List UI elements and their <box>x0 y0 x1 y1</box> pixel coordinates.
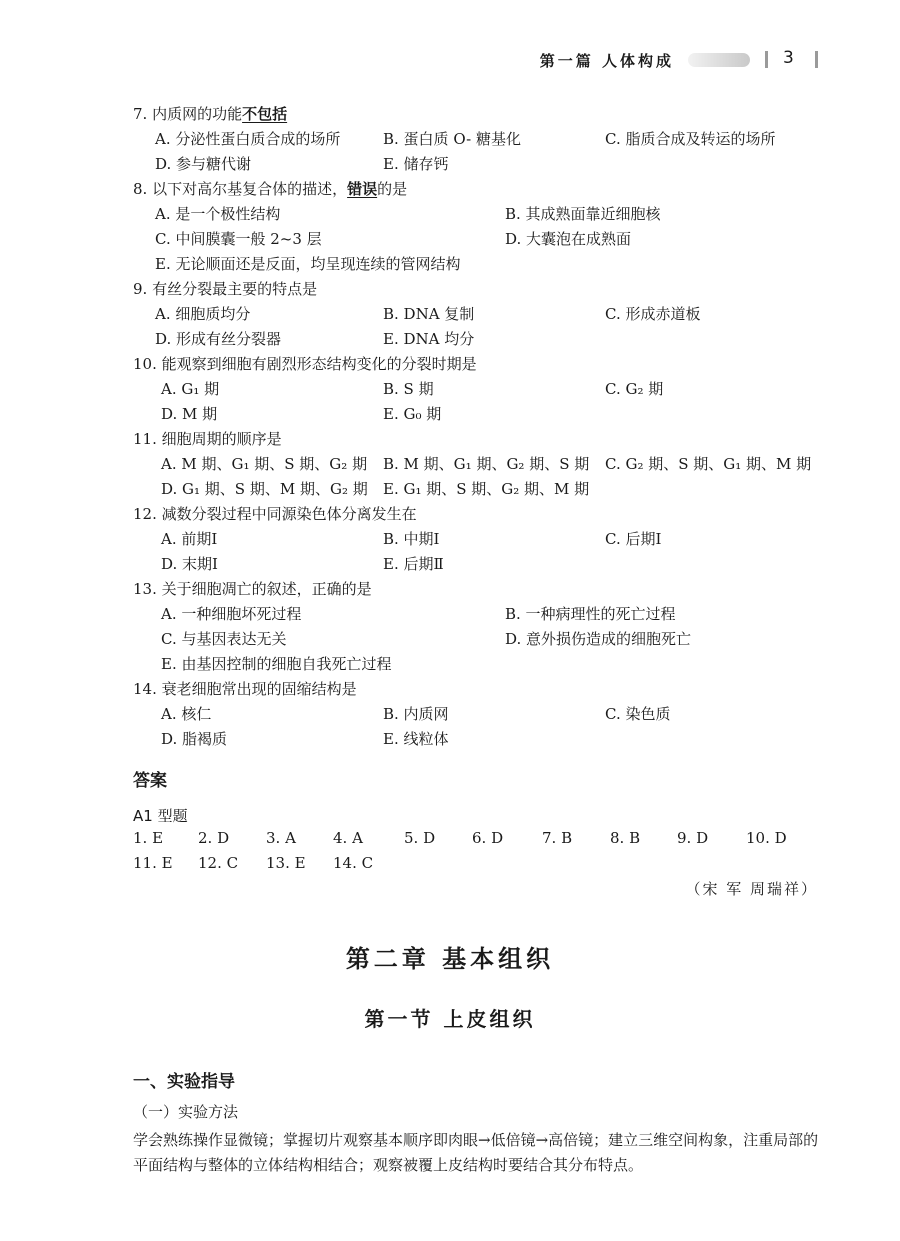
answer-item: 14. C <box>333 854 374 872</box>
answer-item: 12. C <box>198 854 239 872</box>
option: D. 大囊泡在成熟面 <box>505 230 632 248</box>
answers-heading: 答案 <box>133 771 167 791</box>
part-heading: 一、实验指导 <box>133 1072 235 1092</box>
option: E. G₁ 期、S 期、G₂ 期、M 期 <box>383 480 590 498</box>
option: A. G₁ 期 <box>161 380 220 398</box>
option: E. G₀ 期 <box>383 405 442 423</box>
answer-item: 11. E <box>133 854 173 872</box>
option: A. 是一个极性结构 <box>155 205 281 223</box>
option: C. G₂ 期、S 期、G₁ 期、M 期 <box>605 455 812 473</box>
question-stem: 8. 以下对高尔基复合体的描述，错误的是 <box>133 180 408 198</box>
question-stem: 13. 关于细胞凋亡的叙述，正确的是 <box>133 580 372 598</box>
option: D. 形成有丝分裂器 <box>155 330 282 348</box>
option: E. DNA 均分 <box>383 330 475 348</box>
header-separator <box>815 51 818 68</box>
option: C. 形成赤道板 <box>605 305 701 323</box>
option: B. 中期Ⅰ <box>383 530 440 548</box>
option: C. 与基因表达无关 <box>161 630 287 648</box>
option: B. 蛋白质 O- 糖基化 <box>383 130 522 148</box>
option: B. 一种病理性的死亡过程 <box>505 605 676 623</box>
option: E. 储存钙 <box>383 155 449 173</box>
header-decoration-bar <box>688 53 750 67</box>
option: B. M 期、G₁ 期、G₂ 期、S 期 <box>383 455 590 473</box>
question-stem: 10. 能观察到细胞有剧烈形态结构变化的分裂时期是 <box>133 355 477 373</box>
question-stem: 12. 减数分裂过程中同源染色体分离发生在 <box>133 505 417 523</box>
option: A. 一种细胞坏死过程 <box>161 605 302 623</box>
option: A. 核仁 <box>161 705 212 723</box>
running-title: 第一篇 人体构成 <box>539 52 674 70</box>
answer-item: 10. D <box>746 829 787 847</box>
body-paragraph <box>133 1128 823 1178</box>
chapter-title: 第二章 基本组织 <box>345 945 555 973</box>
option: A. 细胞质均分 <box>155 305 251 323</box>
option: D. G₁ 期、S 期、M 期、G₂ 期 <box>161 480 368 498</box>
option: C. 脂质合成及转运的场所 <box>605 130 776 148</box>
option: C. 染色质 <box>605 705 671 723</box>
question-stem: 7. 内质网的功能不包括 <box>133 105 288 123</box>
question-stem: 14. 衰老细胞常出现的固缩结构是 <box>133 680 357 698</box>
option: B. DNA 复制 <box>383 305 475 323</box>
option: E. 后期Ⅱ <box>383 555 444 573</box>
option: B. 其成熟面靠近细胞核 <box>505 205 661 223</box>
answer-item: 5. D <box>404 829 436 847</box>
option: C. 后期Ⅰ <box>605 530 662 548</box>
page-number: 3 <box>783 48 794 68</box>
answer-item: 1. E <box>133 829 164 847</box>
answer-item: 3. A <box>266 829 296 847</box>
option: D. 意外损伤造成的细胞死亡 <box>505 630 692 648</box>
option: E. 线粒体 <box>383 730 449 748</box>
author-credit: （宋 军 周瑞祥） <box>685 880 818 898</box>
option: B. S 期 <box>383 380 434 398</box>
header-separator <box>765 51 768 68</box>
answer-item: 2. D <box>198 829 230 847</box>
option: A. M 期、G₁ 期、S 期、G₂ 期 <box>161 455 368 473</box>
option: D. 脂褐质 <box>161 730 228 748</box>
option: D. M 期 <box>161 405 218 423</box>
question-type-label: A1 型题 <box>133 807 188 825</box>
answer-item: 4. A <box>333 829 363 847</box>
paragraph-text: 学会熟练操作显微镜；掌握切片观察基本顺序即肉眼→低倍镜→高倍镜；建立三维空间构象，注重局部的平面结构与整体的立体结构相结合；观察被覆上皮结构时要结合其分布特点。 <box>133 1131 819 1174</box>
option: C. G₂ 期 <box>605 380 664 398</box>
option: A. 前期Ⅰ <box>161 530 218 548</box>
option: E. 由基因控制的细胞自我死亡过程 <box>161 655 392 673</box>
answer-item: 13. E <box>266 854 306 872</box>
option: B. 内质网 <box>383 705 449 723</box>
option: D. 末期Ⅰ <box>161 555 218 573</box>
section-title: 第一节 上皮组织 <box>364 1007 536 1031</box>
page-header <box>0 48 900 74</box>
sub-heading: （一）实验方法 <box>133 1103 239 1121</box>
answer-item: 8. B <box>610 829 641 847</box>
question-stem: 11. 细胞周期的顺序是 <box>133 430 282 448</box>
question-stem: 9. 有丝分裂最主要的特点是 <box>133 280 318 298</box>
option: A. 分泌性蛋白质合成的场所 <box>155 130 341 148</box>
answer-item: 6. D <box>472 829 504 847</box>
answer-item: 9. D <box>677 829 709 847</box>
option: E. 无论顺面还是反面，均呈现连续的管网结构 <box>155 255 461 273</box>
option: C. 中间膜囊一般 2~3 层 <box>155 230 322 248</box>
answer-item: 7. B <box>542 829 573 847</box>
option: D. 参与糖代谢 <box>155 155 252 173</box>
